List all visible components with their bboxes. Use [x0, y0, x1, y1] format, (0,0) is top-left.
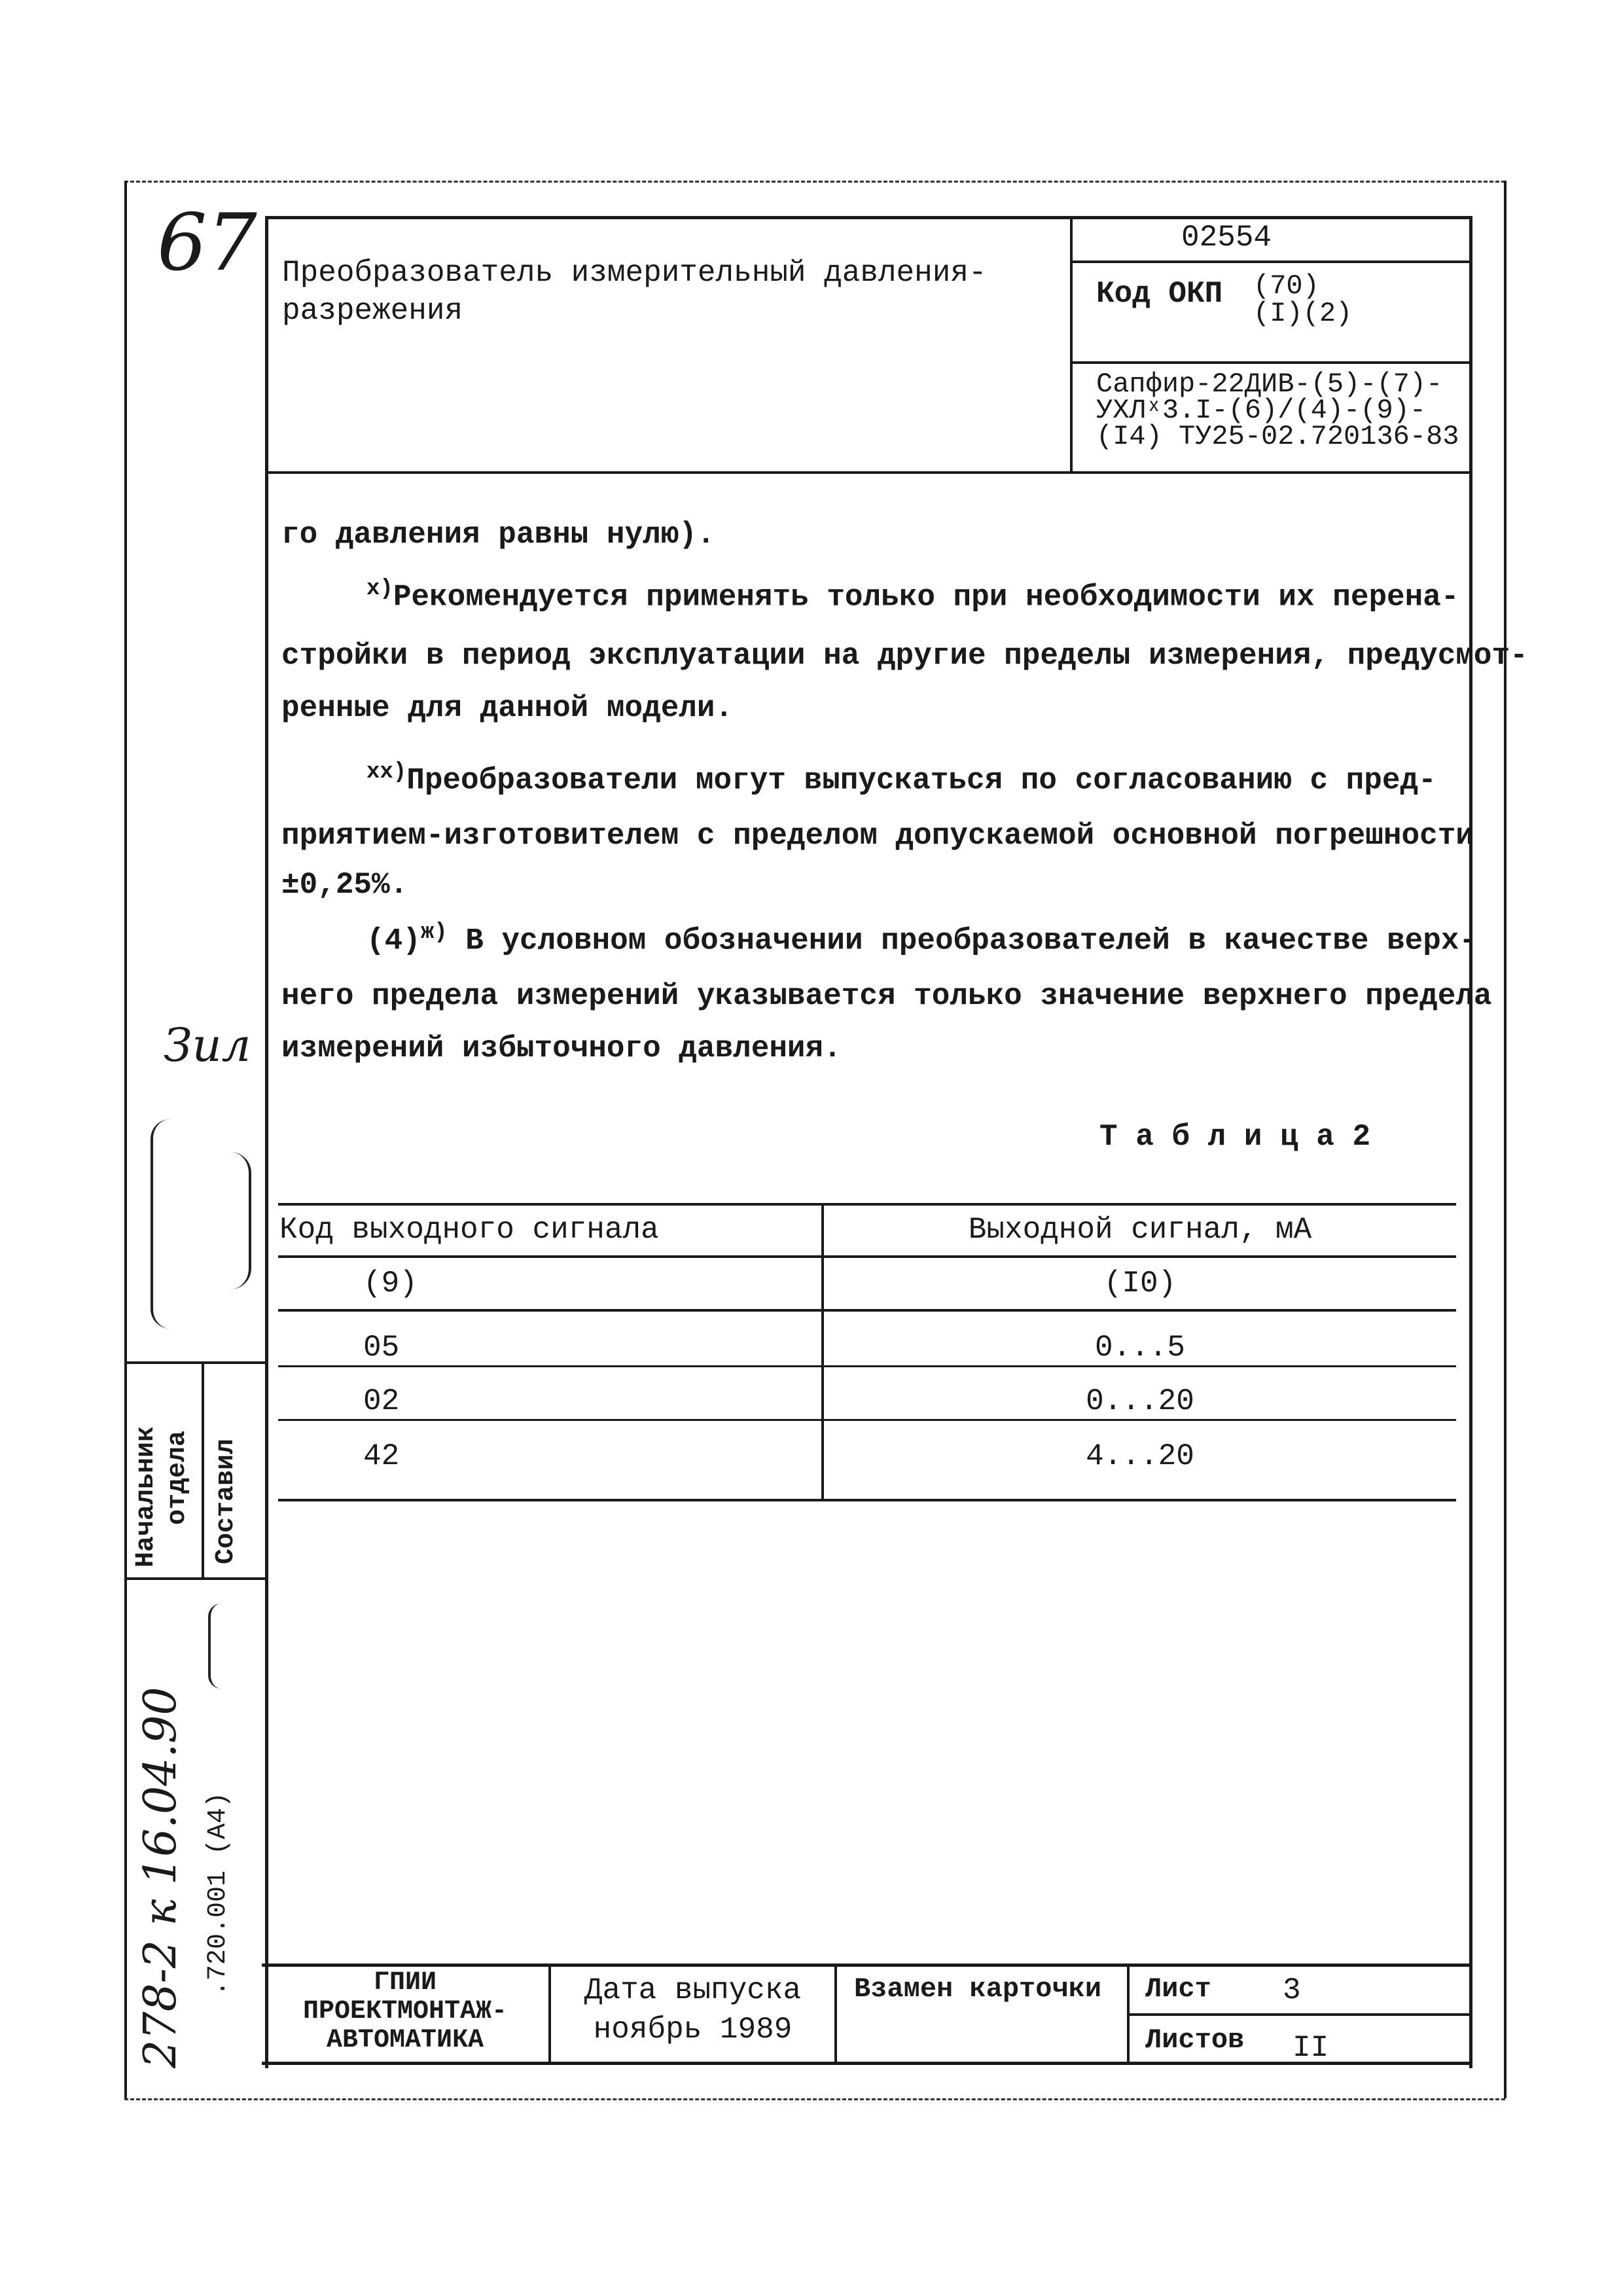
header-divider-vertical — [1070, 216, 1073, 471]
sheets-label: Листов — [1145, 2024, 1245, 2056]
okp-cell-divider — [1070, 361, 1472, 364]
okp-value-1: (70) — [1253, 270, 1319, 302]
para-1-text: Рекомендуется применять только при необходимости их перена- — [393, 580, 1459, 615]
sheet-label: Лист — [1145, 1973, 1211, 2005]
body-para-1-line-2: стройки в период эксплуатации на другие пределы измерения, предусмот- — [281, 639, 1528, 673]
code-cell-divider — [1070, 260, 1472, 263]
table-row-3-value: 4...20 — [1086, 1439, 1194, 1473]
para-3-text: В условном обозначении преобразователей в качестве верх- — [447, 924, 1478, 958]
body-para-0: го давления равны нулю). — [281, 518, 715, 552]
chief-label-line-2: отдела — [163, 1430, 192, 1525]
handwritten-page-number: 67 — [157, 198, 257, 289]
table-row-1-value: 0...5 — [1094, 1331, 1186, 1365]
footer-rule-bottom — [262, 2062, 1472, 2065]
sheet-number: 3 — [1283, 1973, 1301, 2007]
body-para-1-line-1 — [366, 576, 1459, 616]
footnote-mark-zh: ж) — [420, 920, 448, 945]
sidebar-signature — [208, 1604, 250, 1689]
table-row-2-code: 02 — [363, 1384, 400, 1418]
footer-sheet-divider — [1127, 2013, 1472, 2016]
doc-code-vertical: .720.001 (А4) — [204, 1791, 233, 1996]
footnote-mark-x: x) — [366, 577, 393, 601]
main-frame-left — [265, 216, 268, 2068]
designation-line-2: УХЛˣ3.I-(6)/(4)-(9)- — [1096, 395, 1427, 426]
issue-date-value: ноябрь 1989 — [593, 2013, 793, 2047]
okp-value-2: (I)(2) — [1253, 298, 1353, 329]
okp-label: Код ОКП — [1096, 277, 1223, 311]
table-rule-header — [278, 1255, 1456, 1258]
footer-title-block — [262, 1964, 1472, 2094]
header-block — [265, 216, 1472, 471]
table-rule-top — [278, 1203, 1456, 1206]
body-para-2-line-2: приятием-изготовителем с пределом допускаемой основной погрешности — [281, 819, 1474, 853]
table-subheader-signal: (I0) — [1103, 1266, 1177, 1300]
table-row-3-code: 42 — [363, 1439, 400, 1473]
handwritten-initials: Зил — [164, 1018, 251, 1072]
body-para-2-line-1 — [366, 759, 1436, 799]
chief-label-line-1: Начальник — [132, 1426, 161, 1568]
signal-table — [278, 1203, 1456, 1504]
signature-mark-1 — [151, 1119, 192, 1329]
designation-line-3: (I4) ТУ25-02.720136-83 — [1096, 421, 1459, 452]
sheets-total: II — [1293, 2031, 1329, 2065]
body-para-2-line-3: ±0,25%. — [281, 868, 408, 902]
org-line-2: ПРОЕКТМОНТАЖ- — [302, 1997, 508, 2026]
main-frame-right — [1469, 216, 1472, 2068]
outer-frame-top — [124, 181, 1505, 183]
issue-date-label: Дата выпуска — [584, 1973, 802, 2007]
handwritten-stamp-number: 278-2 к 16.04.90 — [135, 1687, 187, 2068]
header-divider-bottom — [265, 471, 1472, 474]
para-2-text: Преобразователи могут выпускаться по согласованию с пред- — [406, 763, 1436, 798]
footer-divider-2 — [834, 1964, 837, 2065]
author-label: Составил — [211, 1438, 241, 1564]
sidebar-stamp-bottom — [124, 1577, 268, 1580]
title-line-2: разрежения — [282, 294, 463, 328]
outer-frame-right — [1504, 181, 1507, 2098]
document-code: 02554 — [1181, 221, 1272, 255]
para-3-prefix: (4) — [366, 924, 421, 958]
sidebar-stamp-divider — [202, 1361, 204, 1577]
org-line-1: ГПИИ — [373, 1968, 437, 1998]
table-caption: Т а б л и ц а 2 — [1099, 1120, 1371, 1154]
sidebar-stamp-top — [124, 1361, 268, 1364]
title-line-1: Преобразователь измерительный давления- — [282, 256, 987, 290]
table-row-2-value: 0...20 — [1086, 1384, 1194, 1418]
body-para-3-line-1 — [366, 920, 1477, 960]
table-header-code: Код выходного сигнала — [279, 1213, 659, 1247]
outer-frame-bottom — [124, 2098, 1505, 2100]
body-para-1-line-3: ренные для данной модели. — [281, 691, 734, 725]
footer-rule-top — [262, 1964, 1472, 1967]
table-rule-bottom — [278, 1499, 1456, 1501]
table-rule-subheader — [278, 1309, 1456, 1312]
signature-mark-2 — [209, 1152, 251, 1289]
outer-frame-left — [124, 181, 127, 2098]
table-header-signal: Выходной сигнал, мА — [968, 1213, 1312, 1247]
replaces-card-label: Взамен карточки — [854, 1973, 1102, 2005]
body-para-3-line-2: него предела измерений указывается только значение верхнего предела — [281, 979, 1492, 1013]
table-subheader-code: (9) — [363, 1266, 418, 1300]
table-row-1-code: 05 — [363, 1331, 400, 1365]
designation-line-1: Сапфир-22ДИВ-(5)-(7)- — [1096, 368, 1443, 400]
footnote-mark-xx: xx) — [366, 760, 407, 785]
org-line-3: АВТОМАТИКА — [326, 2026, 484, 2055]
body-para-3-line-3: измерений избыточного давления. — [281, 1031, 842, 1066]
